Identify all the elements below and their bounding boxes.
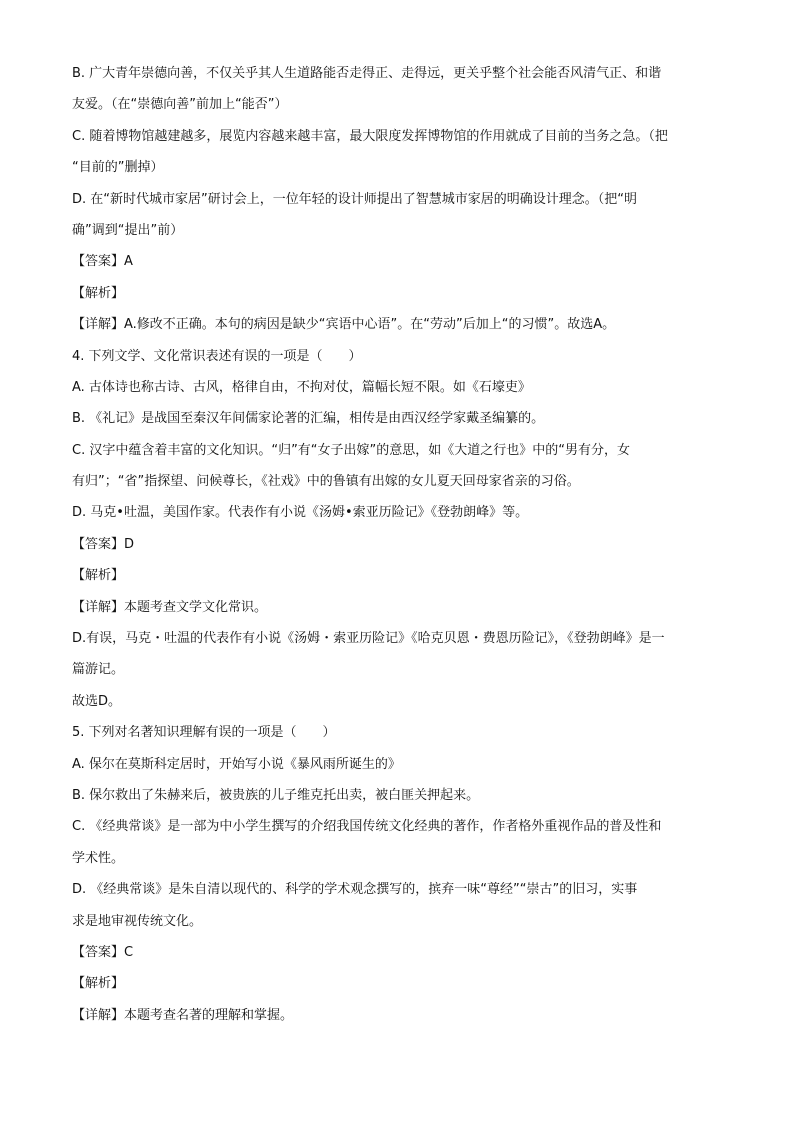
answer-label: 【答案】A	[72, 254, 133, 270]
q5-answer-label: 【答案】C	[72, 944, 134, 960]
q5-analysis-label: 【解析】	[72, 976, 125, 992]
q5-option-c-line-1: C. 《经典常谈》是一部为中小学生撰写的介绍我国传统文化经典的著作，作者格外重视作品的普及性和	[72, 819, 662, 835]
q4-detail-line-3: 篇游记。	[72, 662, 125, 678]
option-d-line-1: D. 在“新时代城市家居”研讨会上，一位年轻的设计师提出了智慧城市家居的明确设计理念。（把“明	[72, 191, 637, 207]
q4-conclusion: 故选D。	[72, 693, 122, 709]
q5-option-d-line-2: 求是地审视传统文化。	[72, 913, 203, 929]
q5-option-c-line-2: 学术性。	[72, 850, 125, 866]
q4-analysis-label: 【解析】	[72, 568, 125, 584]
q4-option-c-line-2: 有归”；“省”指探望、问候尊长，《社戏》中的鲁镇有出嫁的女儿夏天回母家省亲的习俗。	[72, 474, 580, 490]
question-4-stem: 4. 下列文学、文化常识表述有误的一项是（ ）	[72, 348, 362, 364]
q4-detail-line-1: 【详解】本题考查文学文化常识。	[72, 599, 268, 615]
q4-option-b: B. 《礼记》是战国至秦汉年间儒家论著的汇编，相传是由西汉经学家戴圣编纂的。	[72, 411, 545, 427]
q4-answer-label: 【答案】D	[72, 536, 135, 552]
document-page	[72, 64, 722, 1037]
q5-detail-line-1: 【详解】本题考查名著的理解和掌握。	[72, 1007, 294, 1023]
question-5-stem: 5. 下列对名著知识理解有误的一项是（ ）	[72, 725, 336, 741]
analysis-label: 【解析】	[72, 285, 125, 301]
q4-option-c-line-1: C. 汉字中蕴含着丰富的文化知识。“归”有“女子出嫁”的意思，如《大道之行也》中的“男有分，女	[72, 442, 631, 458]
detail-explanation: 【详解】A.修改不正确。本句的病因是缺少“宾语中心语”。在“劳动”后加上“的习惯”。故选A。	[72, 317, 616, 333]
option-c-line-1: C. 随着博物馆越建越多，展览内容越来越丰富，最大限度发挥博物馆的作用就成了目前的当务之急。（把	[72, 128, 668, 144]
option-d-line-2: 确”调到“提出”前）	[72, 222, 184, 238]
q4-detail-line-2: D.有误，马克・吐温的代表作有小说《汤姆・索亚历险记》《哈克贝恩・费恩历险记》，《登勃朗峰》是一	[72, 631, 665, 647]
q4-option-d: D. 马克•吐温，美国作家。代表作有小说《汤姆•索亚历险记》《登勃朗峰》等。	[72, 505, 529, 521]
q5-option-b: B. 保尔救出了朱赫来后，被贵族的儿子维克托出卖，被白匪关押起来。	[72, 787, 480, 803]
q4-option-a: A. 古体诗也称古诗、古风，格律自由，不拘对仗，篇幅长短不限。如《石壕吏》	[72, 379, 531, 395]
q5-option-a: A. 保尔在莫斯科定居时，开始写小说《暴风雨所诞生的》	[72, 756, 401, 772]
q5-option-d-line-1: D. 《经典常谈》是朱自清以现代的、科学的学术观念撰写的，摈弃一味“尊经”“崇古”的旧习，实事	[72, 882, 638, 898]
option-b-line-2: 友爱。（在“崇德向善”前加上“能否”）	[72, 97, 288, 113]
option-b-line-1: B. 广大青年崇德向善，不仅关乎其人生道路能否走得正、走得远，更关乎整个社会能否风清气正、和谐	[72, 66, 662, 81]
option-c-line-2: “目前的”删掉）	[72, 160, 164, 176]
